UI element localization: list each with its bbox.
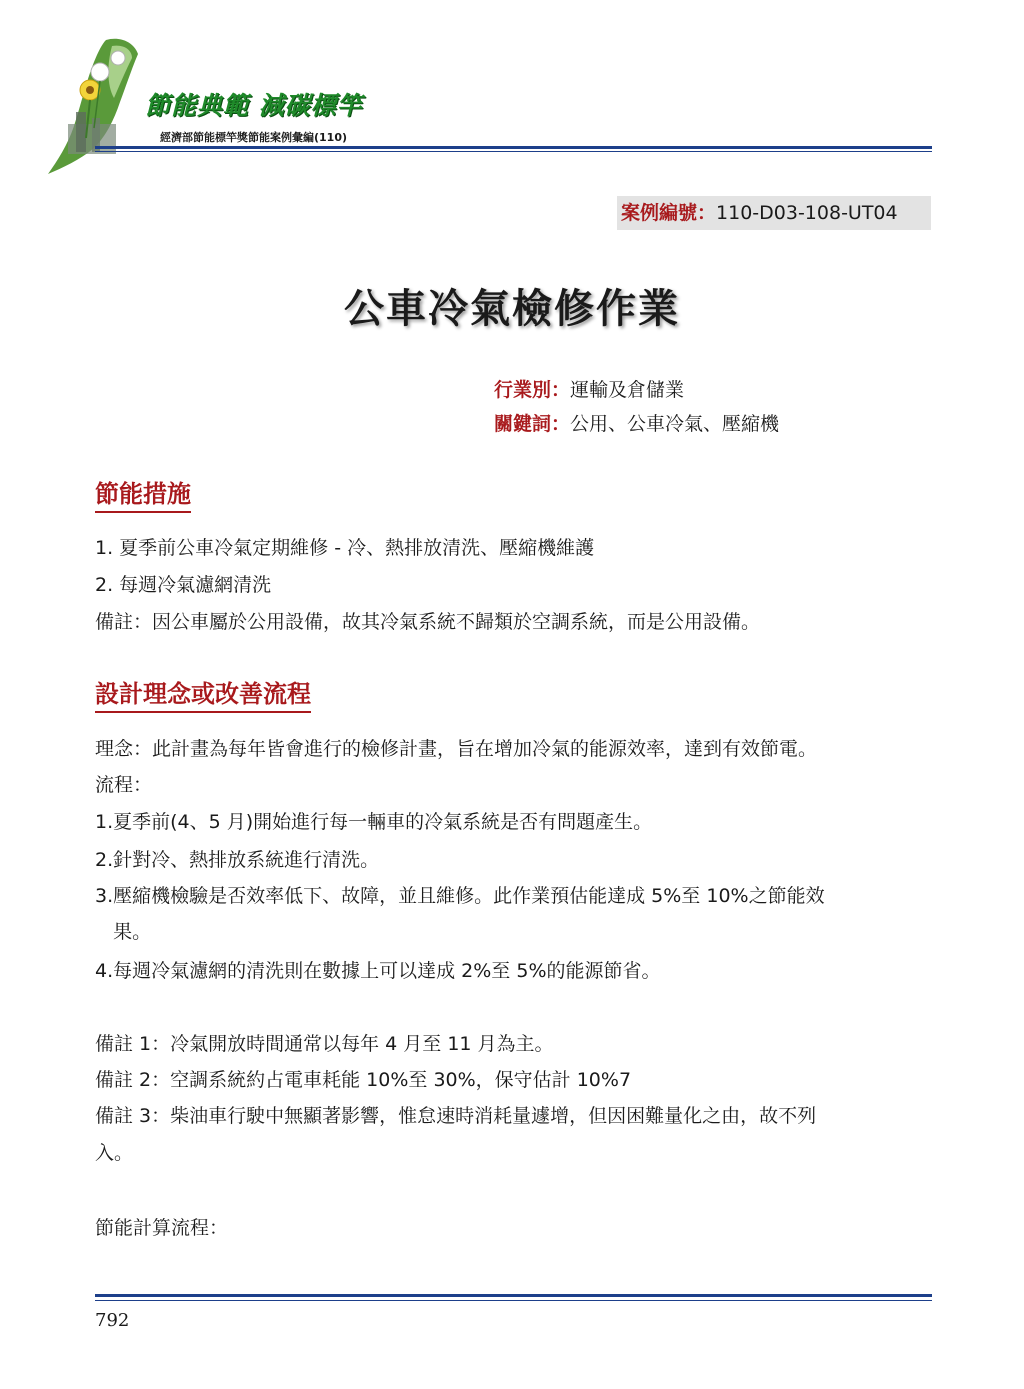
- design-concept: 理念：此計畫為每年皆會進行的檢修計畫，旨在增加冷氣的能源效率，達到有效節電。: [95, 738, 818, 760]
- footer-rule-thin: [95, 1300, 932, 1301]
- industry-value: 運輸及倉儲業: [570, 379, 685, 401]
- banner-title: 節能典範 減碳標竿: [145, 91, 363, 120]
- process-step: 1.夏季前(4、5 月)開始進行每一輛車的冷氣系統是否有問題產生。: [95, 811, 653, 833]
- case-number-value: 110-D03-108-UT04: [716, 202, 898, 224]
- header-rule-thin: [95, 151, 932, 152]
- process-step: 3.壓縮機檢驗是否效率低下、故障，並且維修。此作業預估能達成 5%至 10%之節能效: [95, 885, 825, 907]
- process-step-continued: 果。: [95, 921, 152, 943]
- banner-subtitle: 經濟部節能標竿獎節能案例彙編(110): [160, 131, 348, 144]
- case-number-label: 案例編號：: [621, 202, 717, 224]
- measure-item: 2. 每週冷氣濾網清洗: [95, 574, 272, 596]
- industry-label: 行業別：: [494, 379, 571, 401]
- industry-line: [494, 375, 684, 402]
- case-number-box: [617, 196, 931, 230]
- section-heading-measures: 節能措施: [95, 474, 191, 513]
- process-step: 2.針對冷、熱排放系統進行清洗。: [95, 849, 380, 871]
- footer-rule: [95, 1294, 932, 1297]
- measure-note: 備註：因公車屬於公用設備，故其冷氣系統不歸類於空調系統，而是公用設備。: [95, 611, 761, 633]
- process-label: 流程：: [95, 774, 153, 796]
- note-line-continued: 入。: [95, 1142, 134, 1164]
- process-step: 4.每週冷氣濾網的清洗則在數據上可以達成 2%至 5%的能源節省。: [95, 960, 661, 982]
- calc-process-label: 節能計算流程：: [95, 1217, 229, 1239]
- keywords-value: 公用、公車冷氣、壓縮機: [570, 413, 780, 435]
- header-rule: [95, 146, 932, 149]
- note-line: 備註 2：空調系統約占電車耗能 10%至 30%，保守估計 10%7: [95, 1069, 632, 1091]
- keywords-line: [494, 409, 779, 436]
- page-number: 792: [95, 1310, 130, 1331]
- note-line: 備註 1：冷氣開放時間通常以每年 4 月至 11 月為主。: [95, 1033, 554, 1055]
- measure-item: 1. 夏季前公車冷氣定期維修 - 冷、熱排放清洗、壓縮機維護: [95, 537, 595, 559]
- note-line: 備註 3：柴油車行駛中無顯著影響，惟怠速時消耗量遽增，但因困難量化之由，故不列: [95, 1105, 817, 1127]
- section-heading-design: 設計理念或改善流程: [95, 674, 311, 713]
- keywords-label: 關鍵詞：: [494, 413, 571, 435]
- page-title: 公車冷氣檢修作業: [344, 286, 680, 332]
